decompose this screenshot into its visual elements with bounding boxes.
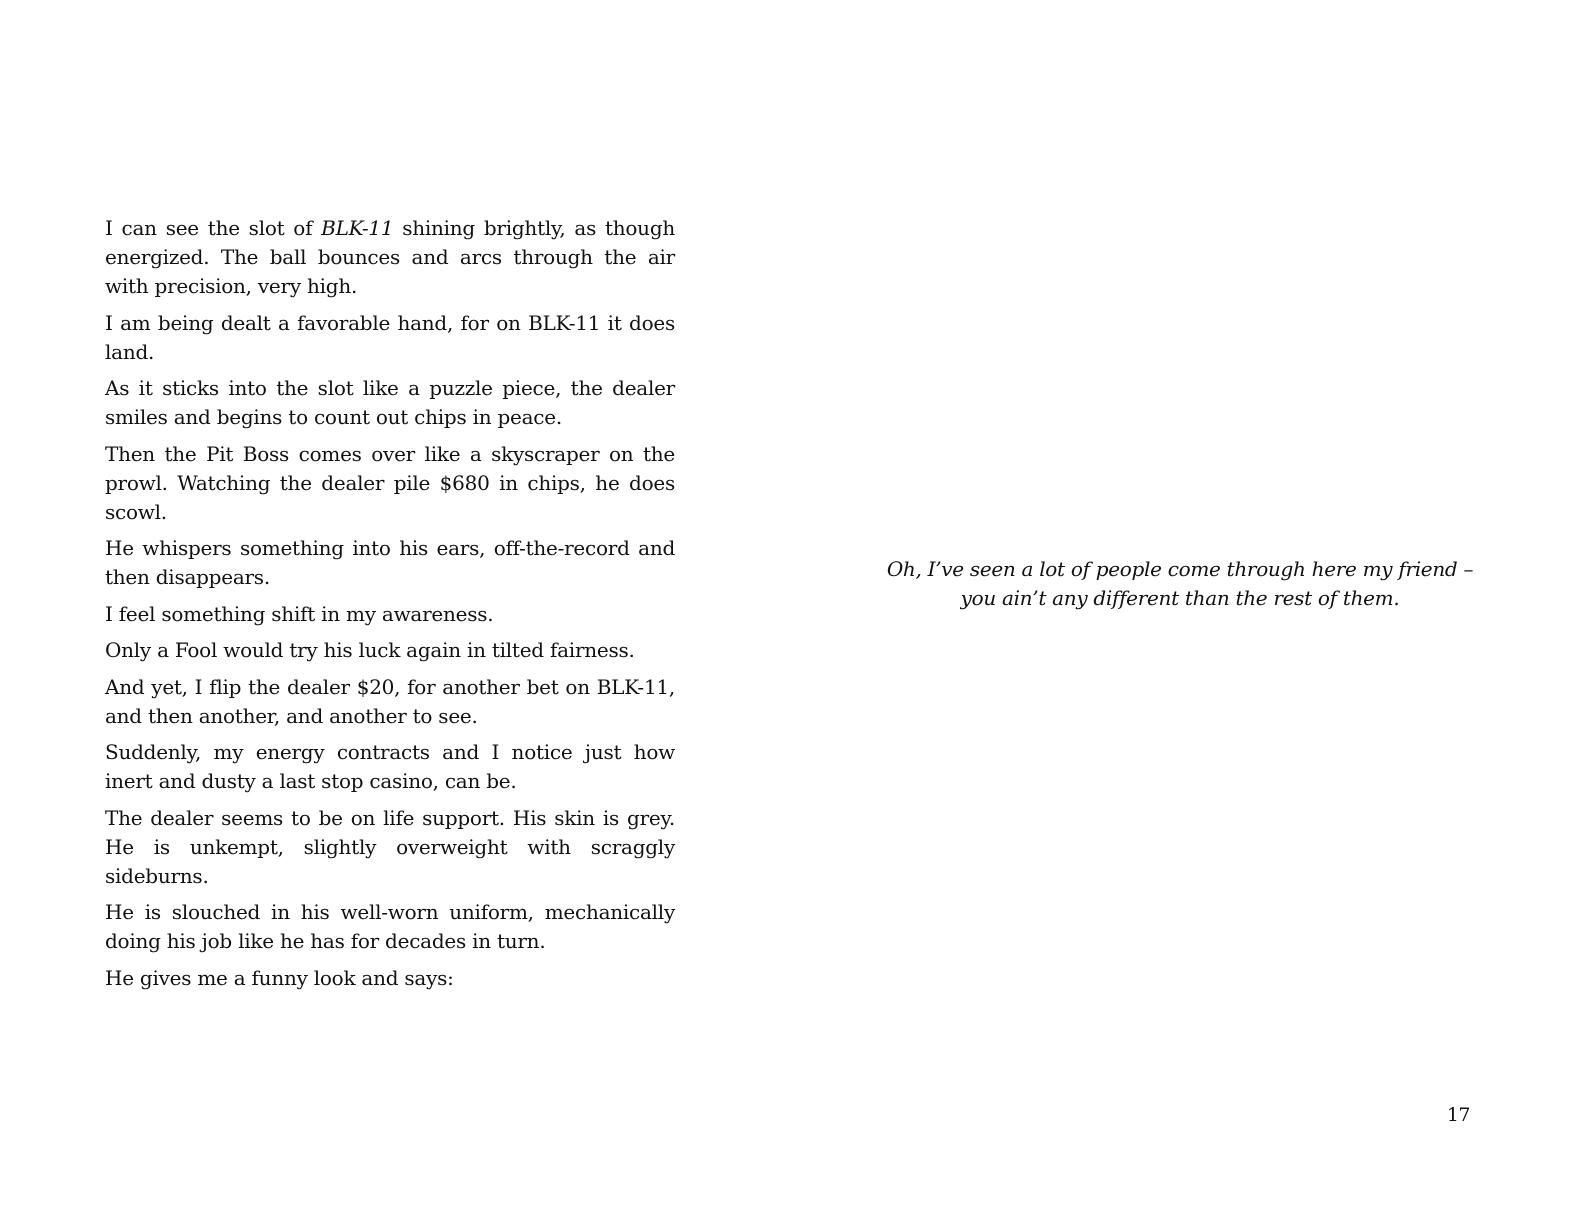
paragraph-3: As it sticks into the slot like a puzzle piece, the dealer smiles and begins to count out chips in peace.: [105, 376, 675, 429]
right-page-quote-block: [870, 555, 1490, 613]
dealer-quote: [870, 555, 1490, 613]
paragraph-6: I feel something shift in my awareness.: [105, 601, 494, 626]
paragraph-1-text: I can see the slot of: [105, 216, 322, 240]
left-page-body: [105, 214, 675, 1000]
paragraph-10: The dealer seems to be on life support. His skin is grey. He is unkempt, slightly overweight with scraggly sideburns.: [105, 805, 675, 888]
paragraph-11: He is slouched in his well-worn uniform, mechanically doing his job like he has for decades in turn.: [105, 900, 675, 953]
paragraph-12: He gives me a funny look and says:: [105, 965, 454, 990]
slot-name-italic: BLK-11: [321, 216, 394, 240]
dealer-quote-line-1: Oh, I’ve seen a lot of people come through here my friend –: [886, 557, 1474, 581]
paragraph-1: [105, 214, 675, 301]
paragraph-8: And yet, I flip the dealer $20, for another bet on BLK-11, and then another, and another to see.: [105, 674, 675, 728]
paragraph-2: I am being dealt a favorable hand, for on BLK-11 it does land.: [105, 310, 675, 364]
paragraph-1-text-continued: shining brightly, as though energized. The ball bounces and arcs through the air with precision, very high.: [105, 216, 675, 298]
paragraph-5: He whispers something into his ears, off-the-record and then disappears.: [105, 536, 675, 589]
paragraph-7: Only a Fool would try his luck again in tilted fairness.: [105, 638, 635, 662]
page-number: 17: [1446, 1104, 1470, 1126]
paragraph-4: Then the Pit Boss comes over like a skyscraper on the prowl. Watching the dealer pile $680 in chips, he does scowl.: [105, 441, 675, 524]
dealer-quote-line-2: you ain’t any different than the rest of them.: [960, 586, 1400, 610]
paragraph-9: Suddenly, my energy contracts and I notice just how inert and dusty a last stop casino, can be.: [105, 740, 675, 793]
